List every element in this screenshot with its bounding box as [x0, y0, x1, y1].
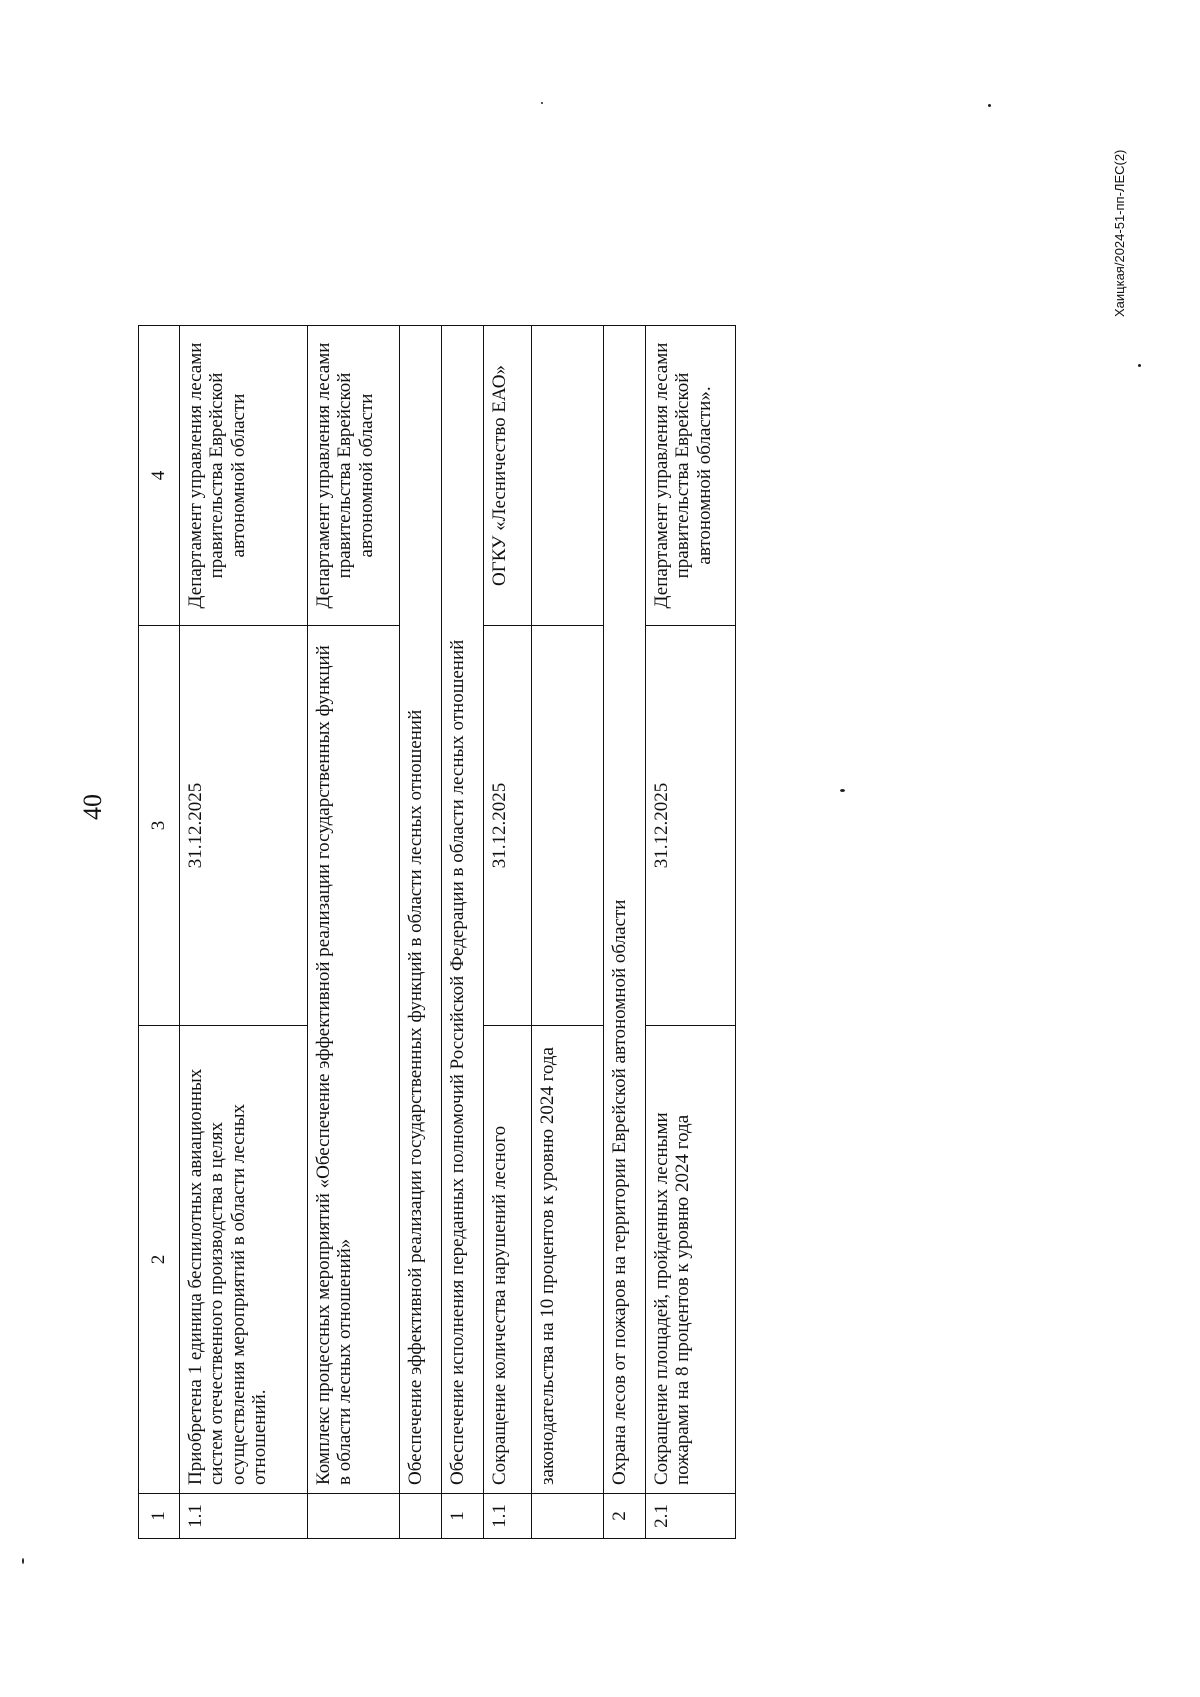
row-responsible: Департамент управления лесами правительства Еврейской автономной области: [308, 326, 400, 626]
row-number: 1.1: [484, 1494, 532, 1539]
table-header-row: [139, 326, 180, 1539]
row-number: 1.1: [180, 1494, 308, 1539]
row-number: [308, 1494, 400, 1539]
section-title: Охрана лесов от пожаров на территории Еврейской автономной области: [604, 326, 646, 1494]
scan-speck: [1138, 364, 1141, 367]
row-number: 2.1: [646, 1494, 736, 1539]
section-title: Обеспечение эффективной реализации государственных функций в области лесных отношений: [400, 326, 442, 1494]
table-row: [532, 326, 604, 1539]
row-description: Сокращение площадей, пройденных лесными пожарами на 8 процентов к уровню 2024 года: [646, 1026, 736, 1494]
row-description: Комплекс процессных мероприятий «Обеспечение эффективной реализации государственных функций в области лесных отношений»: [308, 626, 400, 1494]
scan-speck: [541, 102, 543, 104]
header-col-4: 4: [139, 326, 180, 626]
row-responsible: Департамент управления лесами правительства Еврейской автономной области».: [646, 326, 736, 626]
row-date: 31.12.2025: [484, 626, 532, 1026]
row-description: Приобретена 1 единица беспилотных авиационных систем отечественного производства в целях осуществления мероприятий в области лесных отношений.: [180, 1026, 308, 1494]
table-row: [484, 326, 532, 1539]
page-number: 40: [78, 794, 107, 820]
scan-speck: [988, 104, 991, 107]
row-date: 31.12.2025: [180, 626, 308, 1026]
row-responsible: [532, 326, 604, 626]
row-date: [532, 626, 604, 1026]
row-number: 2: [604, 1494, 646, 1539]
row-number: [400, 1494, 442, 1539]
document-id: Хаицкая/2024-51-пп-ЛЕС(2): [1112, 149, 1127, 317]
row-number: 1: [442, 1494, 484, 1539]
row-responsible: Департамент управления лесами правительства Еврейской автономной области: [180, 326, 308, 626]
row-description: законодательства на 10 процентов к уровню 2024 года: [532, 1026, 604, 1494]
scan-speck: [22, 1558, 24, 1564]
table-row: [442, 326, 484, 1539]
table-row: [180, 326, 308, 1539]
row-responsible: ОГКУ «Лесничество ЕАО»: [484, 326, 532, 626]
activities-table: [138, 325, 736, 1539]
header-col-1: 1: [139, 1494, 180, 1539]
row-date: 31.12.2025: [646, 626, 736, 1026]
row-description: Сокращение количества нарушений лесного: [484, 1026, 532, 1494]
table-row: [400, 326, 442, 1539]
row-number: [532, 1494, 604, 1539]
header-col-2: 2: [139, 1026, 180, 1494]
table-row: [604, 326, 646, 1539]
table-row: [308, 326, 400, 1539]
scan-speck: [840, 789, 845, 792]
header-col-3: 3: [139, 626, 180, 1026]
table-row: [646, 326, 736, 1539]
section-title: Обеспечение исполнения переданных полномочий Российской Федерации в области лесных отношений: [442, 326, 484, 1494]
